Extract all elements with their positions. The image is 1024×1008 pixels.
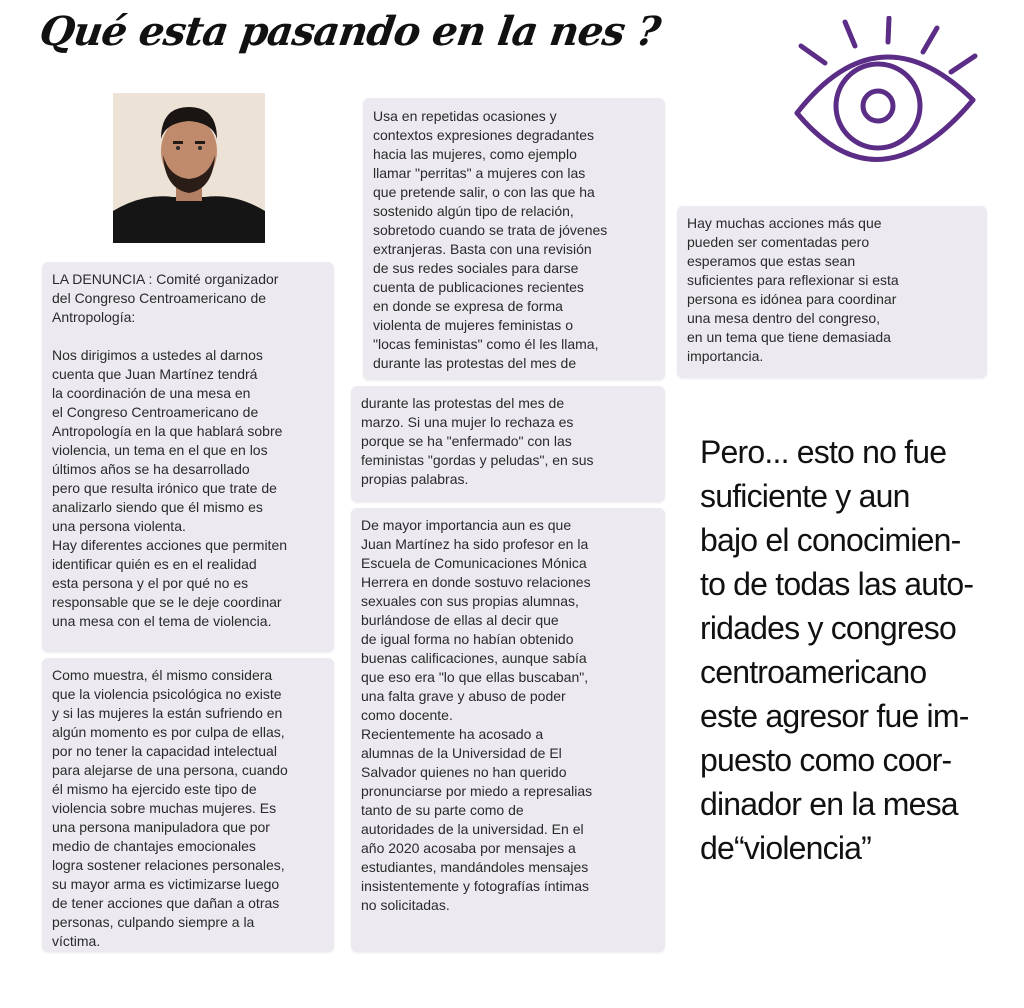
- statement-text: Pero... esto no fue suficiente y aun bajo el conocimien- to de todas las auto- ridades y congreso centroamericano este agresor fue im- puesto como coor- dinador en la mesa de“violencia”: [700, 434, 974, 866]
- portrait-photo: [113, 93, 265, 243]
- profesor-card: De mayor importancia aun es que Juan Martínez ha sido profesor en la Escuela de Comunicaciones Mónica Herrera en donde sostuvo relaciones sexuales con sus propias alumnas, burlándose de ellas al decir que de igual forma no habían obtenido buenas calificaciones, aunque sabía que eso era "lo que ellas buscaban", una falta grave y abuso de poder como docente. Recientemente ha acosado a alumnas de la Universidad de El Salvador quienes no han querido pronunciarse por miedo a represalias tanto de su parte como de autoridades de la universidad. En el año 2020 acosaba por mensajes a estudiantes, mandándoles mensajes insistentemente y fotografías íntimas no solicitadas.: [351, 508, 665, 952]
- denuncia-card: LA DENUNCIA : Comité organizador del Congreso Centroamericano de Antropología: Nos dirigimos a ustedes al darnos cuenta que Juan Martínez tendrá la coordinación de una mesa en el Congreso Centroamericano de Antropología en la que hablará sobre violencia, un tema en el que en los últimos años se ha desarrollado pero que resulta irónico que trate de analizarlo siendo que él mismo es una persona violenta. Hay diferentes acciones que permiten identificar quién es en el realidad esta persona y el por qué no es responsable que se le deje coordinar una mesa con el tema de violencia.: [42, 262, 334, 652]
- eye-icon: [783, 16, 989, 181]
- marzo-card: durante las protestas del mes de marzo. Si una mujer lo rechaza es porque se ha "enfermado" con las feministas "gordas y peludas", en sus propias palabras.: [351, 386, 665, 502]
- page-title: Qué esta pasando en la nes ?: [36, 8, 663, 55]
- acciones-card: Hay muchas acciones más que pueden ser comentadas pero esperamos que estas sean suficientes para reflexionar si esta persona es idónea para coordinar una mesa dentro del congreso, en un tema que tiene demasiada importancia.: [677, 206, 987, 378]
- muestra-card: Como muestra, él mismo considera que la violencia psicológica no existe y si las mujeres la están sufriendo en algún momento es por culpa de ellas, por no tener la capacidad intelectual para alejarse de una persona, cuando él mismo ha ejercido este tipo de violencia sobre muchas mujeres. Es una persona manipuladora que por medio de chantajes emocionales logra sostener relaciones personales, su mayor arma es victimizarse luego de tener acciones que dañan a otras personas, culpando siempre a la víctima.: [42, 658, 334, 952]
- portrait-illustration: [113, 93, 265, 243]
- expresiones-card: Usa en repetidas ocasiones y contextos expresiones degradantes hacia las mujeres, como ejemplo llamar "perritas" a mujeres con las que pretende salir, o con las que ha sostenido algún tipo de relación, sobretodo cuando se trata de jóvenes extranjeras. Basta con una revisión de sus redes sociales para darse cuenta de publicaciones recientes en donde se expresa de forma violenta de mujeres feministas o "locas feministas" como él les llama, durante las protestas del mes de: [363, 98, 665, 380]
